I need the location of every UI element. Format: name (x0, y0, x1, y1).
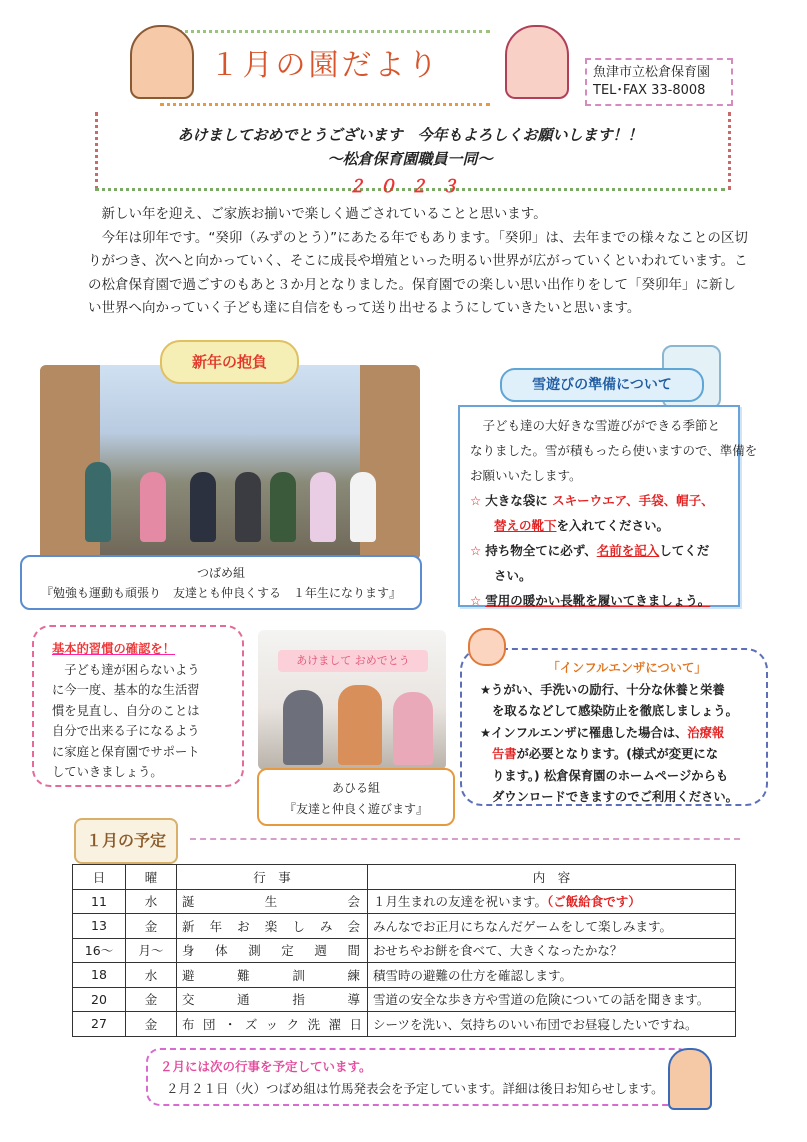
february-text: ２月２１日（火）つばめ組は竹馬発表会を予定しています。詳細は後日お知らせします。 (166, 1081, 664, 1096)
school-tel: TEL･FAX 33-8008 (593, 83, 706, 98)
snow-item-1-text: 大きな袋に (485, 493, 553, 508)
influenza-line: を取るなどして感染防止を徹底しましょう。 (492, 704, 738, 718)
row-event: 交通指導 (177, 987, 368, 1012)
row-desc: 積雪時の避難の仕方を確認します。 (368, 963, 736, 988)
row-weekday: 金 (126, 987, 177, 1012)
school-info (585, 58, 733, 106)
tsubame-resolution: 『勉強も運動も頑張り 友達とも仲良くする １年生になります』 (40, 586, 401, 600)
snow-item-1-red2: 替えの靴下 (494, 518, 557, 533)
snow-intro-3: お願いいたします。 (470, 468, 582, 483)
intro-text (88, 203, 748, 321)
snow-item-3 (470, 588, 728, 613)
greeting-line1: あけましておめでとうございます 今年もよろしくお願いします！！ (177, 126, 643, 144)
star-icon: ☆ (470, 593, 482, 608)
row-weekday: 月～ (126, 938, 177, 963)
row-desc: 雪道の安全な歩き方や雪道の危険についての話を聞きます。 (368, 987, 736, 1012)
header-event: 行 事 (177, 865, 368, 890)
snow-prep-box (458, 405, 758, 608)
header-weekday: 曜 (126, 865, 177, 890)
habit-line: 子ども達が困らないよう (64, 662, 200, 677)
tsubame-group-name: つばめ組 (196, 566, 245, 580)
row-day: 20 (73, 987, 126, 1012)
ahiru-resolution: 『友達と仲良く遊びます』 (283, 802, 428, 816)
ahiru-group-photo (258, 630, 446, 770)
decorative-border (190, 838, 740, 840)
habit-line: 慣を見直し、自分のことは (52, 703, 200, 718)
table-row (73, 914, 736, 939)
influenza-line: ★うがい、手洗いの励行、十分な休養と栄養 (480, 682, 725, 697)
school-name: 魚津市立松倉保育園 (593, 65, 711, 80)
habit-line: に今一度、基本的な生活習 (52, 683, 200, 697)
snow-item-1-red: スキーウエア、手袋、帽子、 (552, 493, 714, 508)
greeting-year: ２０２３ (348, 177, 472, 197)
row-event: 誕生会 (177, 889, 368, 914)
habit-line: に家庭と保育園でサポート (52, 744, 200, 759)
tsubame-caption (20, 555, 422, 610)
row-weekday: 金 (126, 1012, 177, 1037)
influenza-line: ります。) 松倉保育園のホームページからも (492, 768, 729, 783)
snow-item-2-cont: さい。 (494, 568, 532, 583)
february-title: ２月には次の行事を予定しています。 (160, 1059, 372, 1074)
habit-line: 自分で出来る子になるよう (52, 724, 200, 738)
influenza-line: ダウンロードできますのでご利用ください。 (492, 790, 738, 804)
influenza-text: が必要となります。(様式が変更にな (516, 747, 718, 761)
page-title: １月の園だより (209, 48, 441, 83)
row-event: 避難訓練 (177, 963, 368, 988)
snow-item-3-text: 雪用の暖かい長靴を履いてきましょう。 (485, 593, 711, 608)
influenza-text: ★インフルエンザに罹患した場合は、 (480, 725, 688, 740)
row-event: 新年お楽しみ会 (177, 914, 368, 939)
habit-title: 基本的習慣の確認を！ (52, 642, 175, 656)
snow-item-2-red: 名前を記入 (596, 543, 660, 558)
snow-intro-2: なりました。雪が積もったら使いますので、準備を (470, 443, 758, 458)
snow-item-1-cont (470, 513, 728, 538)
habit-line: していきましょう。 (52, 765, 163, 779)
row-note: （ご飯給食です） (547, 894, 641, 910)
influenza-line (480, 723, 754, 745)
snow-item-2 (470, 538, 728, 563)
row-event: 布団・ズック洗濯日 (177, 1012, 368, 1037)
row-desc: おせちやお餅を食べて、大きくなったかな？ (368, 938, 736, 963)
snow-prep-title: 雪遊びの準備について (500, 368, 704, 402)
star-icon: ☆ (470, 543, 482, 558)
row-day: 27 (73, 1012, 126, 1037)
february-box (146, 1048, 692, 1106)
table-row (73, 963, 736, 988)
table-row (73, 889, 736, 914)
header-content: 内 容 (368, 865, 736, 890)
girl-illustration-icon (505, 25, 569, 99)
tsubame-group-photo (40, 365, 420, 560)
ahiru-group-name: あひる組 (331, 781, 380, 795)
row-weekday: 金 (126, 914, 177, 939)
table-row (73, 938, 736, 963)
row-weekday: 水 (126, 889, 177, 914)
intro-paragraph-1: 新しい年を迎え、ご家族お揃いで楽しく過ごされていることと思います。 (101, 206, 547, 222)
schedule-table (72, 864, 736, 1037)
snow-item-1-text2: を入れてください。 (556, 518, 670, 533)
table-header-row (73, 865, 736, 890)
mask-child-illustration-icon (468, 628, 506, 666)
table-row (73, 1012, 736, 1037)
table-row (73, 987, 736, 1012)
new-year-resolution-label: 新年の抱負 (160, 340, 299, 384)
influenza-red: 告書 (492, 747, 517, 761)
row-day: 16～ (73, 938, 126, 963)
snow-item-2-text: 持ち物全てに必ず、 (485, 543, 597, 558)
greeting-line2: ～松倉保育園職員一同～ (327, 150, 493, 168)
ahiru-caption (257, 768, 455, 826)
star-icon: ☆ (470, 493, 482, 508)
row-desc: みんなでお正月にちなんだゲームをして楽しみます。 (368, 914, 736, 939)
row-day: 18 (73, 963, 126, 988)
habit-box (32, 625, 244, 787)
row-content (368, 889, 736, 914)
influenza-title: 「インフルエンザについて」 (547, 661, 707, 675)
row-day: 13 (73, 914, 126, 939)
schedule-label: １月の予定 (74, 818, 178, 864)
row-desc: １月生まれの友達を祝います。 (373, 894, 548, 910)
ahiru-photo-banner: あけまして おめでとう (278, 650, 428, 672)
row-weekday: 水 (126, 963, 177, 988)
snow-item-2-text2: してくだ (659, 543, 710, 558)
stilts-child-illustration-icon (668, 1048, 712, 1110)
snow-intro-1: 子ども達の大好きな雪遊びができる季節と (482, 418, 721, 433)
header-day: 日 (73, 865, 126, 890)
row-day: 11 (73, 889, 126, 914)
influenza-line (480, 744, 754, 766)
intro-paragraph-2: 今年は卯年です。“癸卯（みずのとう）”にあたる年でもあります。「癸卯」は、去年までの様々なことの区切りがつき、次へと向かっていく、そこに成長や増殖といった明るい世界が広がっていくといわれています。この松倉保育園で過ごすのもあと３か月となりました。保育園での楽しい思い出作りをして「癸卯年」に新しい世界へ向かっていく子ども達に自信をもって送り出せるようにしていきたいと思います。 (88, 229, 748, 316)
influenza-box (460, 648, 768, 806)
row-event: 身体測定週間 (177, 938, 368, 963)
snow-item-1 (470, 488, 728, 513)
row-desc: シーツを洗い、気持ちのいい布団でお昼寝したいですね。 (368, 1012, 736, 1037)
influenza-red: 治療報 (687, 725, 725, 740)
